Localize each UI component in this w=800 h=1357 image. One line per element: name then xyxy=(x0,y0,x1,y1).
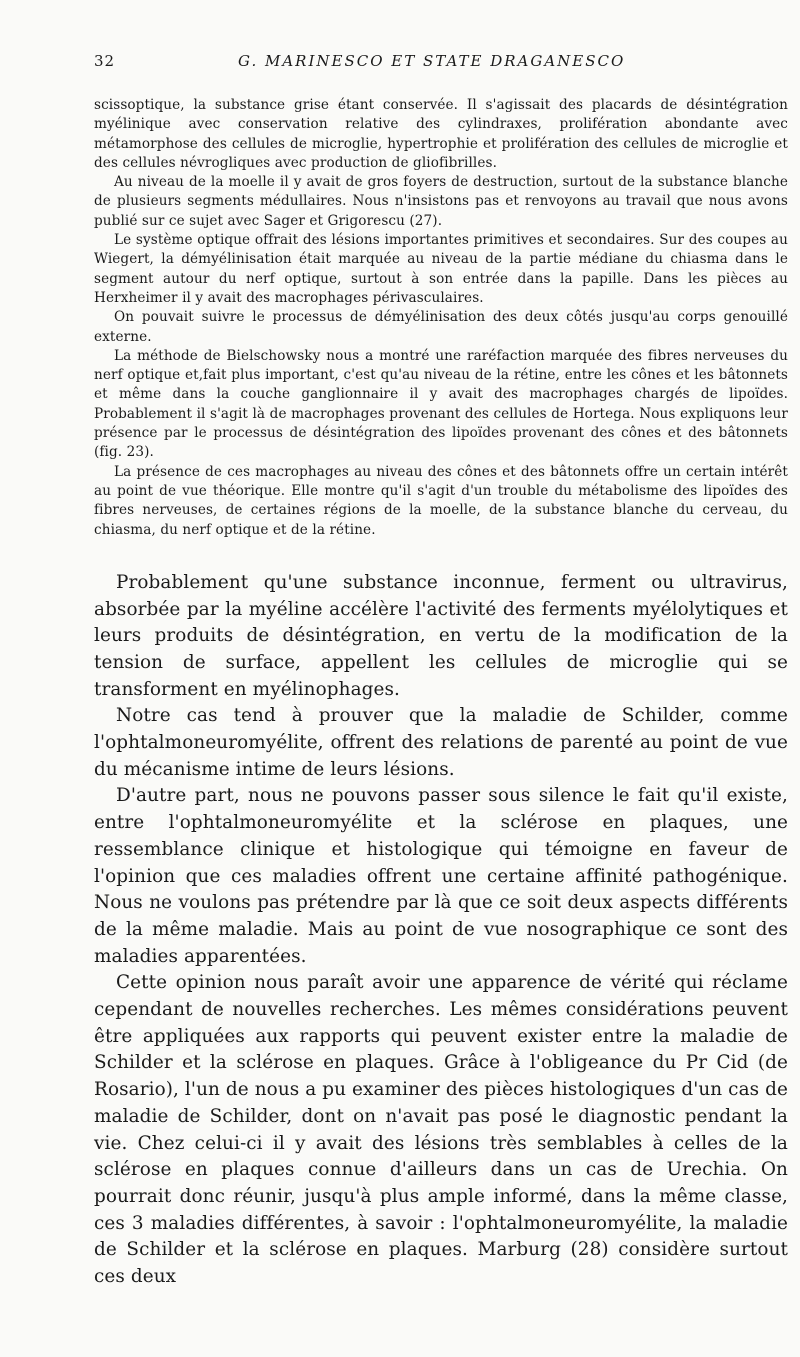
page-number: 32 xyxy=(94,52,116,70)
body-paragraph: Cette opinion nous paraît avoir une apparence de vérité qui réclame cependant de nouvelles recherches. Les mêmes considérations peuvent être appliquées aux rapports qui peuvent exister entre la maladie de Schilder et la sclérose en plaques. Grâce à l'obligeance du Pr Cid (de Rosario), l'un de nous a pu examiner des pièces histologiques d'un cas de maladie de Schilder, dont on n'avait pas posé le diagnostic pendant la vie. Chez celui-ci il y avait des lésions très semblables à celles de la sclérose en plaques connue d'ailleurs dans un cas de Urechia. On pourrait donc réunir, jusqu'à plus ample informé, dans la même classe, ces 3 maladies différentes, à savoir : l'ophtalmoneuromyélite, la maladie de Schilder et la sclérose en plaques. Marburg (28) considère surtout ces deux xyxy=(94,972,788,1288)
small-paragraph: On pouvait suivre le processus de démyélinisation des deux côtés jusqu'au corps genouillé externe. xyxy=(94,309,788,345)
small-paragraph: scissoptique, la substance grise étant conservée. Il s'agissait des placards de désintégration myélinique avec conservation relative des cylindraxes, prolifération abondante avec métamorphose des cellules de microglie, hypertrophie et prolifération des cellules de microglie et des cellules névrogliques avec production de gliofibrilles. xyxy=(94,97,788,171)
small-paragraph: La méthode de Bielschowsky nous a montré une raréfaction marquée des fibres nerveuses du nerf optique et,fait plus important, c'est qu'au niveau de la rétine, entre les cônes et les bâtonnets et même dans la couche ganglionnaire il y avait des macrophages chargés de lipoïdes. Probablement il s'agit là de macrophages provenant des cellules de Hortega. Nous expliquons leur présence par le processus de désintégration des lipoïdes provenant des cônes et des bâtonnets (fig. 23). xyxy=(94,347,788,461)
small-paragraph: Au niveau de la moelle il y avait de gros foyers de destruction, surtout de la substance blanche de plusieurs segments médullaires. Nous n'insistons pas et renvoyons au travail que nous avons publié sur ce sujet avec Sager et Grigorescu (27). xyxy=(94,174,788,229)
page-header xyxy=(94,52,788,82)
small-paragraph: La présence de ces macrophages au niveau des cônes et des bâtonnets offre un certain intérêt au point de vue théorique. Elle montre qu'il s'agit d'un trouble du métabolisme des lipoïdes des fibres nerveuses, de certaines régions de la moelle, de la substance blanche du cerveau, du chiasma, du nerf optique et de la rétine. xyxy=(94,463,788,538)
small-paragraph: Le système optique offrait des lésions importantes primitives et secondaires. Sur des coupes au Wiegert, la démyélinisation était marquée au niveau de la partie médiane du chiasma dans le segment autour du nerf optique, surtout à son entrée dans la papille. Dans les pièces au Herxheimer il y avait des macrophages périvasculaires. xyxy=(94,232,788,306)
body-paragraph: Notre cas tend à prouver que la maladie de Schilder, comme l'ophtalmoneuromyélite, offrent des relations de parenté au point de vue du mécanisme intime de leurs lésions. xyxy=(94,705,788,780)
body-paragraph: D'autre part, nous ne pouvons passer sous silence le fait qu'il existe, entre l'ophtalmoneuromyélite et la sclérose en plaques, une ressemblance clinique et histologique qui témoigne en faveur de l'opinion que ces maladies offrent une certaine affinité pathogénique. Nous ne voulons pas prétendre par là que ce soit deux aspects différents de la même maladie. Mais au point de vue nosographique ce sont des maladies apparentées. xyxy=(94,785,788,967)
small-print-section xyxy=(94,96,788,540)
running-head: G. MARINESCO ET STATE DRAGANESCO xyxy=(238,52,626,70)
body-paragraph: Probablement qu'une substance inconnue, ferment ou ultravirus, absorbée par la myéline accélère l'activité des ferments myélolytiques et leurs produits de désintégration, en vertu de la modification de la tension de surface, appellent les cellules de microglie qui se transforment en myélinophages. xyxy=(94,571,788,700)
body-text-section xyxy=(94,570,788,1291)
